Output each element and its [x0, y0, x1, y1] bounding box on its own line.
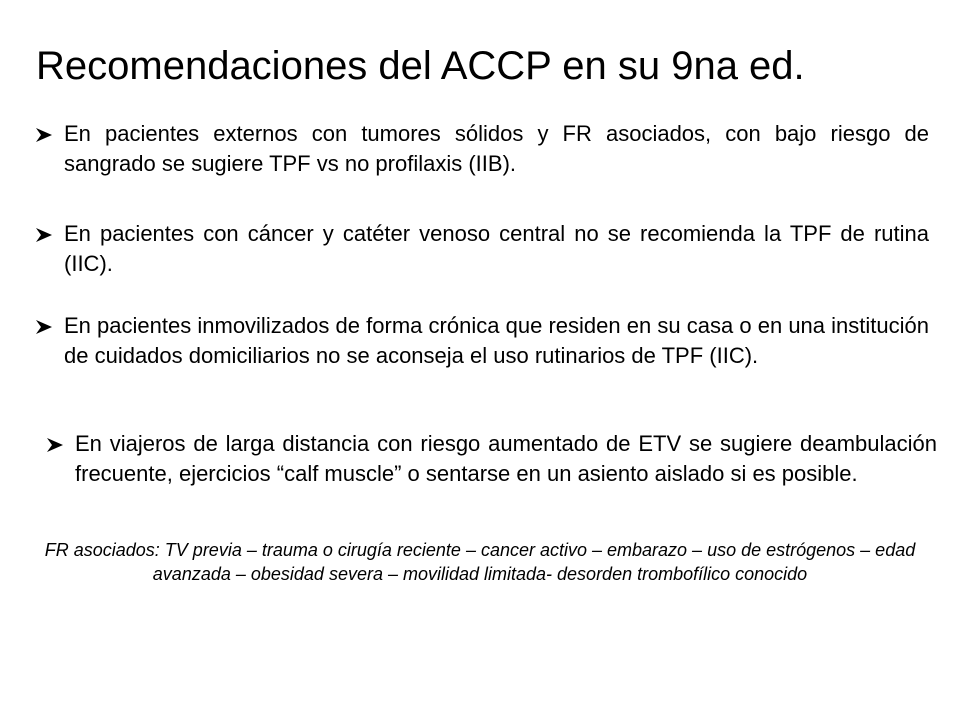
- bullet-item-travelers: [47, 429, 937, 489]
- bullet-item-immobilized: [36, 311, 929, 371]
- arrow-bullet-icon: [36, 320, 52, 334]
- bullet-text: En pacientes inmovilizados de forma crónica que residen en su casa o en una institución de cuidados domiciliarios no se aconseja el uso rutinarios de TPF (IIC).: [64, 313, 929, 368]
- footnote-risk-factors: FR asociados: TV previa – trauma o cirugía reciente – cancer activo – embarazo – uso de estrógenos – edad avanzada – obesidad severa – movilidad limitada- desorden trombofílico conocido: [44, 540, 916, 584]
- bullet-text: En viajeros de larga distancia con riesgo aumentado de ETV se sugiere deambulación frecuente, ejercicios “calf muscle” o sentarse en un asiento aislado si es posible.: [75, 431, 937, 486]
- bullet-text: En pacientes con cáncer y catéter venoso central no se recomienda la TPF de rutina (IIC).: [64, 221, 929, 276]
- arrow-bullet-icon: [47, 438, 63, 452]
- bullet-text: En pacientes externos con tumores sólidos y FR asociados, con bajo riesgo de sangrado se sugiere TPF vs no profilaxis (IIB).: [64, 121, 929, 176]
- bullet-item-outpatients: [36, 119, 929, 179]
- arrow-bullet-icon: [36, 228, 52, 242]
- arrow-bullet-icon: [36, 128, 52, 142]
- slide-title: Recomendaciones del ACCP en su 9na ed.: [36, 44, 805, 88]
- bullet-item-central-catheter: [36, 219, 929, 279]
